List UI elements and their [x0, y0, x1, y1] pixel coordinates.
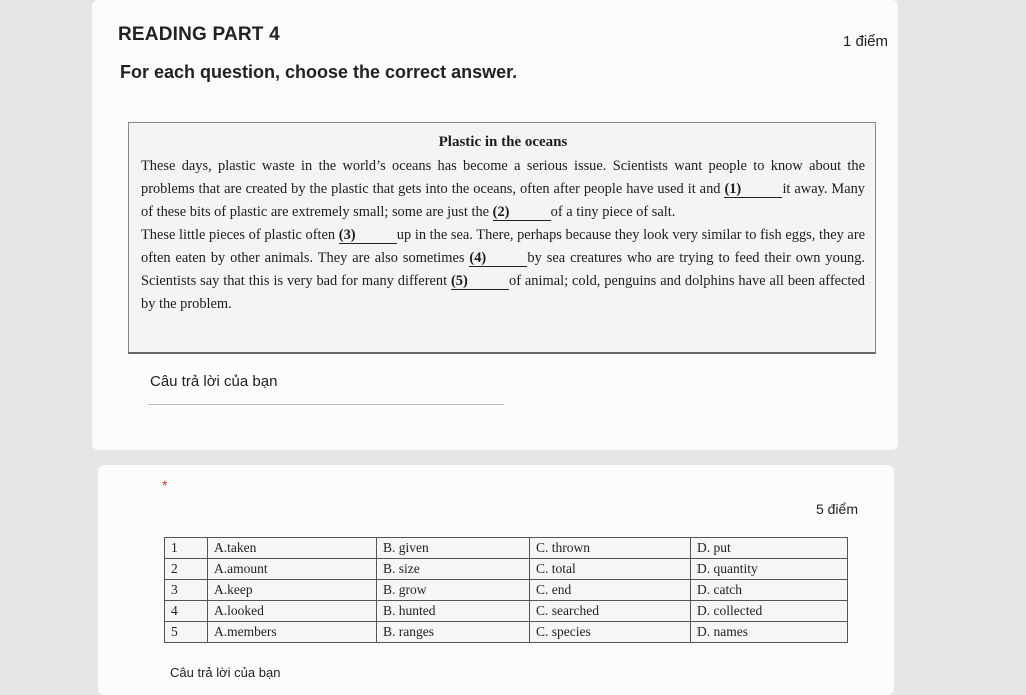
answer-input-placeholder[interactable]: Câu trả lời của bạn	[170, 665, 281, 680]
option-a: A.taken	[208, 538, 377, 559]
answer-input-placeholder[interactable]: Câu trả lời của bạn	[150, 373, 278, 390]
passage-text: These little pieces of plastic often	[141, 227, 339, 243]
option-b: B. ranges	[377, 622, 530, 643]
answer-input-underline[interactable]	[148, 404, 504, 405]
option-d: D. put	[691, 538, 848, 559]
option-d: D. collected	[691, 601, 848, 622]
row-number: 1	[165, 538, 208, 559]
table-row	[165, 559, 848, 580]
passage-text: These days, plastic waste in the world’s oceans has become a serious issue. Scientists want people to know about the problems that are created by the plastic that gets into the oceans, often after people have used it and	[141, 158, 865, 197]
option-d: D. catch	[691, 580, 848, 601]
row-number: 3	[165, 580, 208, 601]
option-c: C. species	[530, 622, 691, 643]
reading-passage	[128, 122, 876, 354]
option-a: A.looked	[208, 601, 377, 622]
option-d: D. names	[691, 622, 848, 643]
option-b: B. given	[377, 538, 530, 559]
gap-3: (3)	[339, 227, 397, 244]
row-number: 4	[165, 601, 208, 622]
passage-paragraph-1	[141, 155, 865, 224]
options-table	[164, 537, 848, 643]
question-points: 5 điểm	[815, 501, 858, 517]
passage-title: Plastic in the oceans	[438, 134, 568, 150]
option-d: D. quantity	[691, 559, 848, 580]
row-number: 2	[165, 559, 208, 580]
passage-text: it away. Many of these bits of plastic are extremely small; some are just the	[141, 181, 865, 220]
gap-4: (4)	[469, 250, 527, 267]
option-a: A.amount	[208, 559, 377, 580]
table-row	[165, 580, 848, 601]
option-c: C. searched	[530, 601, 691, 622]
option-c: C. thrown	[530, 538, 691, 559]
passage-paragraph-2	[141, 224, 865, 316]
table-row	[165, 622, 848, 643]
gap-1: (1)	[724, 181, 782, 198]
option-b: B. grow	[377, 580, 530, 601]
question-points: 1 điểm	[842, 33, 888, 50]
question-instruction: For each question, choose the correct answer.	[120, 62, 518, 82]
option-c: C. end	[530, 580, 691, 601]
option-a: A.keep	[208, 580, 377, 601]
option-c: C. total	[530, 559, 691, 580]
option-a: A.members	[208, 622, 377, 643]
question-title: READING PART 4	[118, 24, 280, 45]
question-card-reading-part-4	[92, 0, 898, 450]
option-b: B. size	[377, 559, 530, 580]
gap-2: (2)	[493, 204, 551, 221]
passage-text: by sea creatures who are trying to feed their own young. Scientists say that this is very bad for many different	[141, 250, 866, 289]
row-number: 5	[165, 622, 208, 643]
passage-text: up in the sea. There, perhaps because they look very similar to fish eggs, they are often eaten by other animals. They are also sometimes	[141, 227, 865, 266]
required-asterisk: *	[162, 477, 168, 493]
option-b: B. hunted	[377, 601, 530, 622]
passage-text: of a tiny piece of salt.	[550, 204, 676, 220]
passage-text: of animal; cold, penguins and dolphins have all been affected by the problem.	[141, 273, 865, 312]
gap-5: (5)	[451, 273, 509, 290]
table-row	[165, 601, 848, 622]
table-row	[165, 538, 848, 559]
question-card-options	[98, 465, 894, 695]
